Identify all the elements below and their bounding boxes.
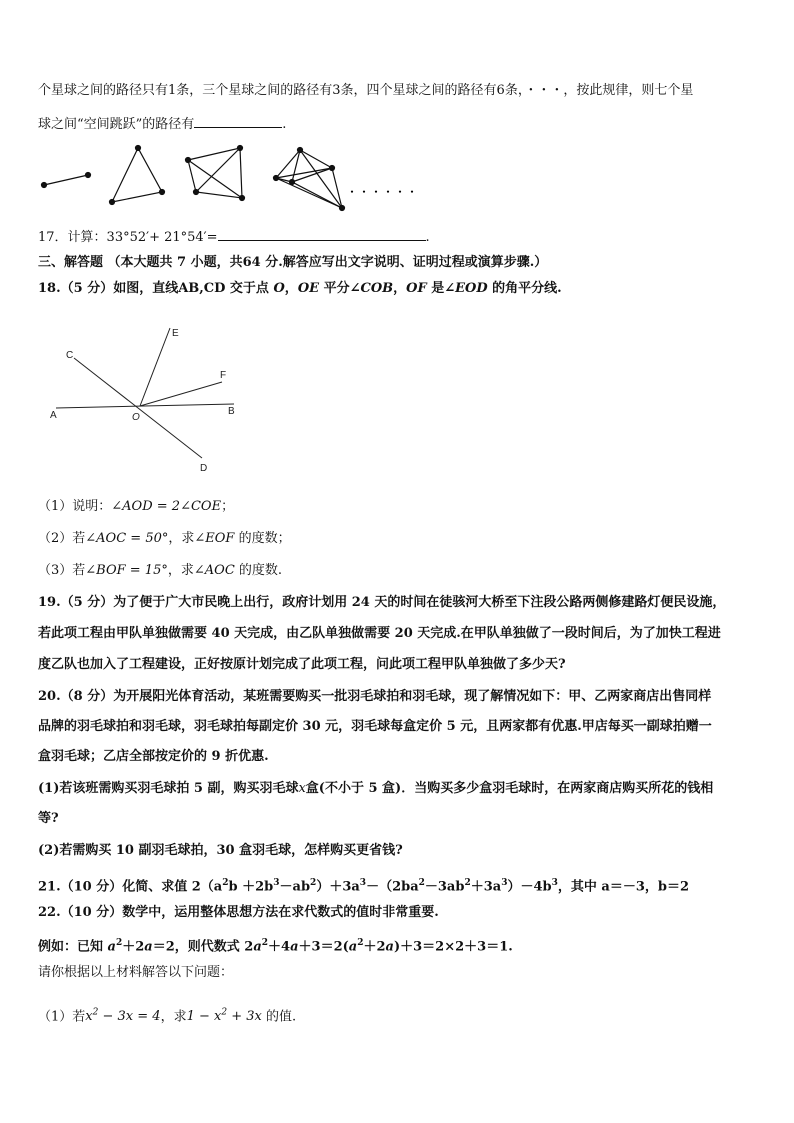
- q19-text-1: 19.（5 分）为了便于广大市民晚上出行，政府计划用 24 天的时间在徒骇河大桥至下注段公路两侧修建路灯便民设施，: [38, 595, 726, 610]
- graph-ellipsis: ・・・・・・: [346, 185, 419, 199]
- q22-text-1: 22.（10 分）数学中，运用整体思想方法在求代数式的值时非常重要.: [38, 905, 439, 920]
- line-cd: [74, 358, 202, 458]
- q21-exp-3: 2: [310, 878, 317, 888]
- q20-line-3: [38, 748, 758, 766]
- q20-part-1-line-2: [38, 810, 758, 828]
- q18-angle-eod: ∠EOD: [444, 281, 488, 296]
- q20-part-1-line-1: [38, 780, 758, 798]
- q22-l2-j: a: [348, 939, 358, 955]
- q17-text: 17．计算：33°52′+ 21°54′=: [38, 230, 218, 245]
- q20-p1-line2: 等?: [38, 811, 59, 826]
- q21-exp-4: 3: [359, 878, 367, 888]
- q18-point-o: O: [273, 281, 285, 296]
- q22-p1-cond-rest: − 3x = 4: [98, 1009, 161, 1025]
- q22-p1-suffix: 的值.: [261, 1009, 297, 1025]
- q16-text-2: 球之间“空间跳跃”的路径有: [38, 117, 195, 132]
- q20-p2-text: (2)若需购买 10 副羽毛球拍，30 盒羽毛球，怎样购买更省钱?: [38, 843, 403, 858]
- q22-l2-h: a: [290, 939, 299, 955]
- q20-p1-x: x: [298, 781, 306, 796]
- q18-sep-3: ，: [393, 281, 407, 296]
- q22-exp-3: 2: [357, 938, 364, 948]
- q18-p3-mid: ，求: [167, 563, 194, 578]
- q16-line-2: [38, 115, 758, 134]
- q22-l2-g: ＋4: [268, 939, 291, 955]
- q22-text-3: 请你根据以上材料解答以下问题：: [38, 965, 234, 980]
- q21-a: 21.（10 分）化简、求值 2（a: [38, 879, 223, 895]
- q18-ray-of: OF: [406, 281, 427, 296]
- q18-part-1: [38, 498, 758, 516]
- q22-l2-f: a: [253, 939, 262, 955]
- q19-line-3: [38, 656, 758, 674]
- q22-l2-k: ＋2: [363, 939, 386, 955]
- q22-l2-c: ＋2: [122, 939, 145, 955]
- graph-four-points: [186, 146, 245, 201]
- section-3-text: 三、解答题 （本大题共 7 小题，共64 分.解答应写出文字说明、证明过程或演算步骤.）: [38, 255, 548, 270]
- q21-c: －ab: [279, 879, 311, 895]
- q19-text-3: 度乙队也加入了工程建设，正好按原计划完成了此项工程，问此项工程甲队单独做了多少天?: [38, 657, 566, 672]
- graph-five-points: [274, 148, 345, 211]
- q18-p3-math-2: ∠AOC: [193, 563, 235, 578]
- q21-e: －（2ba: [366, 879, 419, 895]
- q22-p1-expression: [187, 1009, 262, 1024]
- label-c: C: [66, 350, 74, 361]
- q21-h: ）－4b: [507, 879, 552, 895]
- q22-exp-1: 2: [115, 938, 123, 948]
- q22-part-1: [38, 1004, 758, 1026]
- q22-p1-prefix: （1）若: [38, 1009, 86, 1025]
- label-d: D: [200, 463, 208, 474]
- q16-text-1: 个星球之间的路径只有1条，三个星球之间的路径有3条，四个星球之间的路径有6条，・・・，按此规律，则七个星: [38, 83, 694, 98]
- label-e: E: [172, 328, 179, 339]
- q20-p1-b: 盒(不小于 5 盒)．当购买多少盒羽毛球时，在两家商店购买所花的钱相: [305, 781, 714, 796]
- q18-part-2: [38, 530, 758, 548]
- q18-sep-4: 是: [426, 281, 445, 296]
- q20-line-1: [38, 688, 758, 706]
- q18-p3-suffix: 的度数.: [234, 563, 283, 578]
- q21-exp-6: 2: [464, 878, 471, 888]
- q17-suffix: .: [425, 230, 430, 245]
- q22-exp-2: 2: [261, 938, 269, 948]
- q18-p2-math-2: ∠EOF: [194, 531, 235, 546]
- q19-line-1: [38, 594, 758, 612]
- q19-text-2: 若此项工程由甲队单独做需要 40 天完成，由乙队单独做需要 20 天完成.在甲队单独做了一段时间后，为了加快工程进: [38, 626, 721, 641]
- q22-l2-d: a: [144, 939, 153, 955]
- q21-f: －3ab: [424, 879, 465, 895]
- q18-stem-text: 18.（5 分）如图，直线AB,CD 交于点: [38, 281, 269, 296]
- section-3-heading: [38, 254, 758, 272]
- q18-p2-mid: ，求: [168, 531, 195, 546]
- q20-text-3: 盒羽毛球；乙店全部按定价的 9 折优惠.: [38, 749, 269, 764]
- q21-exp-7: 3: [501, 878, 508, 888]
- q19-line-2: [38, 625, 758, 643]
- q21-g: ＋3a: [470, 879, 502, 895]
- label-f: F: [220, 370, 227, 381]
- q21-i: ，其中 a＝－3，b＝2: [557, 879, 690, 895]
- q18-p2-math-1: ∠AOC = 50°: [85, 531, 169, 546]
- q18-p1-math: ∠AOD = 2∠COE: [111, 499, 222, 514]
- q20-text-2: 品牌的羽毛球拍和羽毛球，羽毛球拍每副定价 30 元，羽毛球每盒定价 5 元，且两家都有优惠.甲店每买一副球拍赠一: [38, 719, 712, 734]
- q21-d: ）＋3a: [316, 879, 360, 895]
- graph-three-points: [110, 146, 165, 205]
- ray-oe: [140, 328, 170, 406]
- q21-exp-5: 2: [418, 878, 425, 888]
- q22-line-2: [38, 934, 758, 956]
- q16-suffix: .: [282, 117, 287, 132]
- q21-exp-2: 3: [273, 878, 280, 888]
- q20-p1-a: (1)若该班需购买羽毛球拍 5 副，购买羽毛球: [38, 781, 299, 796]
- q18-p1-prefix: （1）说明：: [38, 499, 112, 514]
- q22-l2-m: )＋3＝2×2＋3＝1.: [393, 939, 513, 955]
- q22-l2-i: ＋3＝2(: [298, 939, 349, 955]
- label-o: O: [132, 412, 140, 423]
- q22-p1-mid: ，求: [160, 1009, 187, 1025]
- q22-p1-x: x: [85, 1009, 93, 1025]
- q21-line: [38, 874, 758, 896]
- q18-part-3: [38, 562, 758, 580]
- graph-two-points: [42, 173, 91, 188]
- q22-line-3: [38, 964, 758, 982]
- q22-p1-condition: [85, 1009, 160, 1024]
- q21-exp-8: 3: [551, 878, 558, 888]
- q18-stem-end: 的角平分线.: [487, 281, 562, 296]
- q16-answer-blank[interactable]: [194, 115, 282, 128]
- q18-p2-prefix: （2）若: [38, 531, 86, 546]
- q21-exp-1: 2: [222, 878, 229, 888]
- q18-p3-prefix: （3）若: [38, 563, 86, 578]
- ray-of: [140, 382, 222, 406]
- q22-l2-l: a: [385, 939, 394, 955]
- q18-stem: [38, 280, 758, 298]
- q21-b: b ＋2b: [228, 879, 274, 895]
- q20-line-2: [38, 718, 758, 736]
- q22-p1-exp-1: 2: [92, 1008, 99, 1018]
- q18-sep-2: 平分: [319, 281, 350, 296]
- label-b: B: [228, 406, 235, 417]
- star-path-figures: [38, 140, 419, 220]
- q17-answer-blank[interactable]: [218, 228, 426, 241]
- q22-p1-exp-2: 2: [221, 1008, 228, 1018]
- q20-part-2: [38, 842, 758, 860]
- q22-l2-b: a: [107, 939, 116, 955]
- q18-ray-oe: OE: [297, 281, 320, 296]
- q22-p1-expr-b: + 3x: [227, 1009, 262, 1025]
- q22-p1-expr-a: 1 − x: [186, 1009, 222, 1025]
- q18-sep-1: ，: [284, 281, 298, 296]
- q18-angle-cob: ∠COB: [349, 281, 394, 296]
- label-a: A: [50, 410, 57, 421]
- q20-text-1: 20.（8 分）为开展阳光体育活动，某班需要购买一批羽毛球拍和羽毛球，现了解情况如下：甲、乙两家商店出售同样: [38, 689, 712, 704]
- q22-line-1: [38, 904, 758, 922]
- q22-l2-e: ＝2，则代数式 2: [152, 939, 254, 955]
- q22-l2-a: 例如：已知: [38, 939, 108, 955]
- q16-line-1: [38, 82, 758, 100]
- q18-p1-suffix: ；: [221, 499, 235, 514]
- q18-geometry-figure: [38, 318, 258, 478]
- q18-p2-suffix: 的度数；: [234, 531, 291, 546]
- q18-p3-math-1: ∠BOF = 15°: [85, 563, 168, 578]
- q17-line: [38, 228, 758, 247]
